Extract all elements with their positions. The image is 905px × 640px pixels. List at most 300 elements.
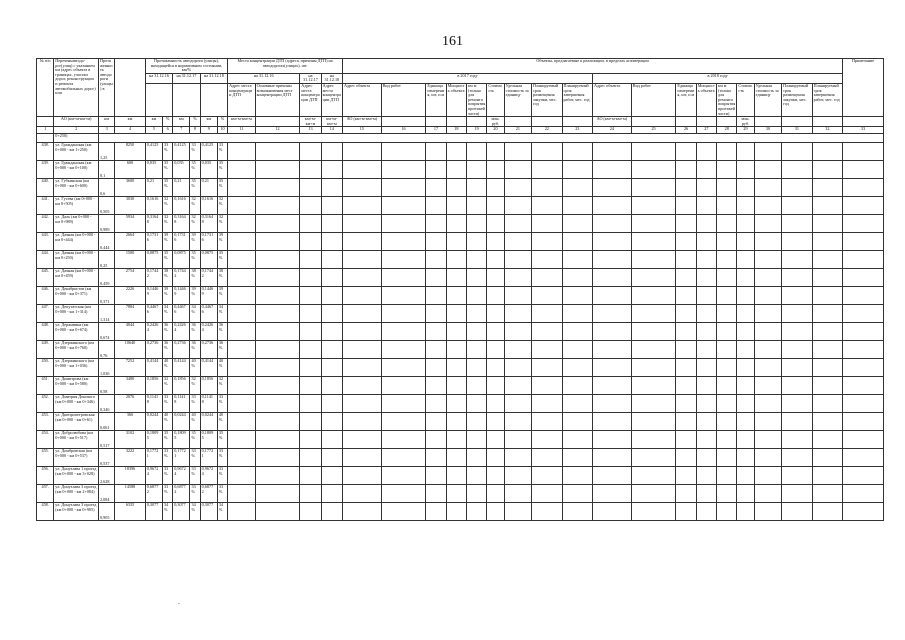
- normative-km-2016: 0,1772 1: [145, 449, 162, 467]
- header-acc-address-2: Адрес места концентрации ДТП: [300, 83, 321, 116]
- road-length: 0,76: [99, 341, 115, 359]
- empty-cell: [487, 431, 504, 449]
- table-row: [37, 287, 884, 305]
- empty-cell: [737, 305, 754, 323]
- normative-pct-2016: 40%: [163, 359, 173, 377]
- normative-km-2018: 0,1856: [200, 377, 217, 395]
- empty-cell: [343, 197, 382, 215]
- road-length: 0,444: [99, 233, 115, 251]
- empty-cell: [696, 269, 716, 287]
- units-cell: АО (км+м-км+м): [593, 117, 632, 127]
- page-number: 161: [442, 34, 463, 49]
- normative-pct-2016: 39%: [163, 233, 173, 251]
- normative-pct-2017: 38%: [190, 269, 200, 287]
- empty-cell: [446, 341, 466, 359]
- empty-cell: [593, 215, 632, 233]
- empty-cell: [487, 161, 504, 179]
- empty-cell: [321, 269, 342, 287]
- empty-cell: [532, 179, 563, 197]
- road-length-m: 3222: [115, 449, 146, 467]
- empty-cell: [321, 485, 342, 503]
- empty-cell: [562, 377, 593, 395]
- normative-pct-2018: 38%: [217, 269, 227, 287]
- normative-km-2017: 0,1856: [173, 377, 190, 395]
- road-length-m: 2076: [115, 395, 146, 413]
- empty-cell: [504, 215, 531, 233]
- normative-km-2016: 0,0875: [145, 251, 162, 269]
- empty-cell: [754, 161, 781, 179]
- normative-pct-2016: 36%: [163, 323, 173, 341]
- normative-km-2017: 0,21: [173, 179, 190, 197]
- normative-km-2016: 0,1731 6: [145, 233, 162, 251]
- empty-cell: [343, 359, 382, 377]
- empty-cell: [300, 305, 321, 323]
- empty-cell: [696, 143, 716, 161]
- empty-cell: [381, 233, 426, 251]
- table-body: [37, 143, 884, 521]
- empty-cell: [426, 323, 446, 341]
- empty-cell: [255, 215, 300, 233]
- empty-cell: [631, 449, 676, 467]
- empty-cell: [446, 233, 466, 251]
- row-number: 454.: [37, 431, 54, 449]
- empty-cell: [631, 179, 676, 197]
- units-cell: км: [99, 117, 115, 127]
- empty-cell: [467, 359, 487, 377]
- empty-cell: [504, 251, 531, 269]
- empty-cell: [487, 467, 504, 485]
- column-number: 6: [163, 127, 173, 134]
- empty-cell: [812, 143, 843, 161]
- normative-km-2016: 0,1446 9: [145, 287, 162, 305]
- empty-cell: [381, 449, 426, 467]
- empty-cell: [300, 485, 321, 503]
- column-number: 4: [115, 127, 146, 134]
- units-cell: [717, 117, 737, 127]
- empty-cell: [321, 179, 342, 197]
- road-length-m: 8250: [115, 143, 146, 161]
- normative-km-2016: 0,1616: [145, 197, 162, 215]
- empty-cell: [381, 395, 426, 413]
- header-obj-address-2018: Адрес объекта: [593, 83, 632, 116]
- empty-cell: [631, 287, 676, 305]
- units-cell: [843, 117, 884, 127]
- empty-cell: [343, 395, 382, 413]
- empty-cell: [426, 197, 446, 215]
- empty-cell: [255, 287, 300, 305]
- road-length-m: 18396: [115, 467, 146, 485]
- empty-cell: [321, 413, 342, 431]
- normative-pct-2016: 34%: [163, 305, 173, 323]
- empty-cell: [696, 179, 716, 197]
- row-number: 451.: [37, 377, 54, 395]
- empty-cell: [782, 143, 813, 161]
- road-name: ул. Дмитрия Донского (км 0+000 - км 0+346): [54, 395, 99, 413]
- normative-pct-2017: 35%: [190, 431, 200, 449]
- empty-cell: [782, 305, 813, 323]
- empty-cell: [631, 161, 676, 179]
- empty-cell: [843, 179, 884, 197]
- empty-cell: [426, 143, 446, 161]
- units-cell: [676, 117, 696, 127]
- empty-cell: [843, 395, 884, 413]
- empty-cell: [737, 395, 754, 413]
- empty-cell: [467, 161, 487, 179]
- empty-cell: [532, 377, 563, 395]
- empty-cell: [696, 377, 716, 395]
- empty-cell: [300, 341, 321, 359]
- normative-pct-2017: 33%: [190, 485, 200, 503]
- road-name: ул. Гражданская (км 0+000 - км 1+250): [54, 143, 99, 161]
- empty-cell: [593, 485, 632, 503]
- empty-cell: [696, 467, 716, 485]
- empty-cell: [676, 323, 696, 341]
- empty-cell: [717, 233, 737, 251]
- empty-cell: [754, 467, 781, 485]
- empty-cell: [593, 179, 632, 197]
- roads-table: [36, 58, 884, 521]
- empty-cell: [676, 341, 696, 359]
- empty-cell: [676, 179, 696, 197]
- empty-cell: [255, 395, 300, 413]
- header-unit-2018: Единица измерения, шт, п.м: [676, 83, 696, 116]
- empty-cell: [737, 269, 754, 287]
- empty-cell: [487, 485, 504, 503]
- empty-cell: [487, 143, 504, 161]
- empty-cell: [321, 449, 342, 467]
- empty-cell: [446, 161, 466, 179]
- column-number: 5: [145, 127, 162, 134]
- empty-cell: [446, 467, 466, 485]
- road-length-m: 3600: [115, 179, 146, 197]
- empty-cell: [737, 467, 754, 485]
- empty-cell: [631, 341, 676, 359]
- normative-km-2017: 0,035: [173, 161, 190, 179]
- empty-cell: [321, 341, 342, 359]
- empty-cell: [487, 305, 504, 323]
- empty-cell: [782, 485, 813, 503]
- table-row: [37, 161, 884, 179]
- normative-km-2018: 0,4144: [200, 359, 217, 377]
- road-length: 0,989: [99, 215, 115, 233]
- empty-cell: [843, 359, 884, 377]
- header-date-17: на 31.12.17: [173, 73, 200, 83]
- empty-cell: [717, 197, 737, 215]
- road-length-m: 3030: [115, 197, 146, 215]
- header-acc-curr: на 31.12.17: [300, 73, 321, 83]
- empty-cell: [255, 449, 300, 467]
- empty-cell: [754, 215, 781, 233]
- normative-pct-2016: 35%: [163, 431, 173, 449]
- normative-km-2018: 0,3077: [200, 503, 217, 521]
- normative-pct-2016: 35%: [163, 251, 173, 269]
- empty-cell: [300, 233, 321, 251]
- normative-km-2016: 0,1856: [145, 377, 162, 395]
- empty-cell: [504, 305, 531, 323]
- empty-cell: [782, 467, 813, 485]
- empty-cell: [737, 341, 754, 359]
- normative-pct-2017: 32%: [190, 197, 200, 215]
- empty-cell: [321, 215, 342, 233]
- normative-km-2018: 0,1744 2: [200, 269, 217, 287]
- empty-cell: [717, 359, 737, 377]
- empty-cell: [300, 143, 321, 161]
- normative-km-2018: 0,035: [200, 161, 217, 179]
- empty-cell: [300, 323, 321, 341]
- empty-cell: [255, 359, 300, 377]
- empty-cell: [446, 359, 466, 377]
- column-number: 16: [381, 127, 426, 134]
- normative-km-2016: 0,6877 2: [145, 485, 162, 503]
- column-number: 3: [99, 127, 115, 134]
- normative-km-2018: 0,2426 4: [200, 323, 217, 341]
- road-length: 0,58: [99, 377, 115, 395]
- road-name: ул. Домбровская (км 0+000 - км 0+537): [54, 449, 99, 467]
- empty-cell: [532, 395, 563, 413]
- empty-cell: [754, 503, 781, 521]
- normative-pct-2017: 35%: [190, 161, 200, 179]
- empty-cell: [754, 143, 781, 161]
- table-row: [37, 341, 884, 359]
- empty-cell: [696, 287, 716, 305]
- header-length-sub: [115, 59, 146, 117]
- empty-cell: [504, 323, 531, 341]
- row-number: 455.: [37, 449, 54, 467]
- normative-pct-2016: 36%: [163, 341, 173, 359]
- normative-km-2017: 0,1141 8: [173, 395, 190, 413]
- header-plan-end-2018: Планируемый срок завершения работ, мес. год: [812, 83, 843, 116]
- empty-cell: [631, 467, 676, 485]
- normative-km-2018: 0,1809 5: [200, 431, 217, 449]
- road-name: ул. Депутатская (км 0+000 - км 1+314): [54, 305, 99, 323]
- normative-pct-2017: 35%: [190, 179, 200, 197]
- empty-cell: [504, 413, 531, 431]
- empty-cell: [228, 359, 255, 377]
- empty-cell: [676, 467, 696, 485]
- empty-cell: [343, 503, 382, 521]
- empty-cell: [676, 359, 696, 377]
- empty-cell: [381, 143, 426, 161]
- table-row: [37, 215, 884, 233]
- empty-cell: [343, 449, 382, 467]
- empty-cell: [343, 179, 382, 197]
- normative-km-2018: 0,1772 1: [200, 449, 217, 467]
- empty-cell: [343, 431, 382, 449]
- empty-cell: [446, 485, 466, 503]
- column-number: 30: [754, 127, 781, 134]
- empty-cell: [255, 377, 300, 395]
- normative-pct-2016: 33%: [163, 395, 173, 413]
- normative-pct-2017: 39%: [190, 287, 200, 305]
- empty-cell: [504, 161, 531, 179]
- empty-cell: [593, 503, 632, 521]
- units-cell: [562, 117, 593, 127]
- empty-cell: [228, 413, 255, 431]
- empty-cell: [812, 467, 843, 485]
- empty-cell: [381, 161, 426, 179]
- road-length: 2,628: [99, 467, 115, 485]
- units-cell: [754, 117, 781, 127]
- empty-cell: [228, 395, 255, 413]
- empty-cell: [467, 233, 487, 251]
- normative-km-2016: 0,4125: [145, 143, 162, 161]
- road-length: 1,314: [99, 305, 115, 323]
- empty-cell: [300, 377, 321, 395]
- normative-pct-2016: 38%: [163, 269, 173, 287]
- empty-cell: [843, 197, 884, 215]
- empty-cell: [676, 305, 696, 323]
- normative-km-2017: 0,3164 8: [173, 215, 190, 233]
- empty-cell: [696, 323, 716, 341]
- table-row: [37, 305, 884, 323]
- empty-cell: [696, 503, 716, 521]
- road-length-m: 600: [115, 161, 146, 179]
- empty-cell: [754, 395, 781, 413]
- table-row: [37, 377, 884, 395]
- empty-cell: [754, 485, 781, 503]
- empty-cell: [321, 395, 342, 413]
- road-name: ул. Добролюбова (км 0+000 - км 0+517): [54, 431, 99, 449]
- road-name: ул. Губкинская (км 0+000 - км 0+600): [54, 179, 99, 197]
- empty-cell: [446, 395, 466, 413]
- empty-cell: [812, 251, 843, 269]
- empty-cell: [812, 431, 843, 449]
- table-row: [37, 413, 884, 431]
- column-number: 24: [593, 127, 632, 134]
- normative-km-2018: 0,21: [200, 179, 217, 197]
- empty-cell: [593, 161, 632, 179]
- empty-cell: [532, 359, 563, 377]
- empty-cell: [321, 377, 342, 395]
- empty-cell: [467, 323, 487, 341]
- empty-cell: [562, 161, 593, 179]
- row-number: 453.: [37, 413, 54, 431]
- table-row: [37, 467, 884, 485]
- column-number: 20: [487, 127, 504, 134]
- empty-cell: [228, 467, 255, 485]
- column-number: 26: [676, 127, 696, 134]
- empty-cell: [812, 197, 843, 215]
- header-note: Примечание: [843, 59, 884, 117]
- empty-cell: [782, 251, 813, 269]
- empty-cell: [754, 233, 781, 251]
- empty-cell: [426, 449, 446, 467]
- empty-cell: [843, 467, 884, 485]
- row-number: 457.: [37, 485, 54, 503]
- empty-cell: [717, 179, 737, 197]
- empty-cell: [426, 395, 446, 413]
- empty-cell: [812, 341, 843, 359]
- normative-pct-2017: 36%: [190, 341, 200, 359]
- road-name: ул. Дзержинского (км 0+000 - км 0+760): [54, 341, 99, 359]
- normative-pct-2017: 36%: [190, 323, 200, 341]
- empty-cell: [255, 143, 300, 161]
- normative-pct-2017: 33%: [190, 143, 200, 161]
- units-cell: км+м-км+м: [300, 117, 321, 127]
- empty-cell: [446, 377, 466, 395]
- column-number: 15: [343, 127, 382, 134]
- normative-km-2018: 0,0875: [200, 251, 217, 269]
- empty-cell: [381, 413, 426, 431]
- empty-cell: [467, 215, 487, 233]
- units-cell: [467, 117, 487, 127]
- empty-cell: [228, 143, 255, 161]
- empty-cell: [532, 251, 563, 269]
- empty-cell: [467, 431, 487, 449]
- empty-cell: [532, 503, 563, 521]
- empty-cell: [843, 233, 884, 251]
- empty-cell: [446, 431, 466, 449]
- column-number: 32: [812, 127, 843, 134]
- normative-km-2017: 0,1809 5: [173, 431, 190, 449]
- empty-cell: [532, 431, 563, 449]
- empty-cell: [467, 341, 487, 359]
- empty-cell: [300, 215, 321, 233]
- empty-cell: [812, 377, 843, 395]
- empty-cell: [843, 503, 884, 521]
- empty-cell: [487, 233, 504, 251]
- normative-pct-2016: 33%: [163, 143, 173, 161]
- empty-cell: [696, 215, 716, 233]
- table-row: [37, 179, 884, 197]
- normative-km-2016: 0,4144: [145, 359, 162, 377]
- empty-cell: [446, 287, 466, 305]
- empty-cell: [426, 251, 446, 269]
- empty-cell: [504, 143, 531, 161]
- empty-cell: [843, 323, 884, 341]
- empty-cell: [843, 161, 884, 179]
- empty-cell: [255, 503, 300, 521]
- empty-cell: [300, 269, 321, 287]
- empty-cell: [843, 269, 884, 287]
- empty-cell: [228, 503, 255, 521]
- empty-cell: [843, 413, 884, 431]
- empty-cell: [812, 215, 843, 233]
- empty-cell: [381, 287, 426, 305]
- empty-cell: [782, 359, 813, 377]
- empty-cell: [737, 323, 754, 341]
- empty-cell: [255, 485, 300, 503]
- empty-cell: [321, 431, 342, 449]
- header-acc-date: на 31.12.16: [228, 73, 300, 83]
- road-length: 0,905: [99, 503, 115, 521]
- empty-cell: [426, 467, 446, 485]
- normative-pct-2017: 33%: [190, 395, 200, 413]
- empty-cell: [446, 215, 466, 233]
- empty-cell: [562, 485, 593, 503]
- empty-cell: [343, 341, 382, 359]
- empty-cell: [562, 287, 593, 305]
- empty-cell: [717, 305, 737, 323]
- normative-km-2018: 0,1141 8: [200, 395, 217, 413]
- empty-cell: [754, 431, 781, 449]
- empty-cell: [255, 323, 300, 341]
- column-number: 21: [504, 127, 531, 134]
- column-number: 9: [200, 127, 217, 134]
- header-unit: Единица измерения, шт, п.м: [426, 83, 446, 116]
- empty-cell: [717, 269, 737, 287]
- empty-cell: [467, 467, 487, 485]
- units-cell: [812, 117, 843, 127]
- empty-cell: [321, 143, 342, 161]
- empty-cell: [300, 197, 321, 215]
- empty-cell: [737, 179, 754, 197]
- empty-cell: [487, 449, 504, 467]
- table-row: [37, 395, 884, 413]
- empty-cell: [631, 377, 676, 395]
- empty-cell: [426, 359, 446, 377]
- empty-cell: [532, 215, 563, 233]
